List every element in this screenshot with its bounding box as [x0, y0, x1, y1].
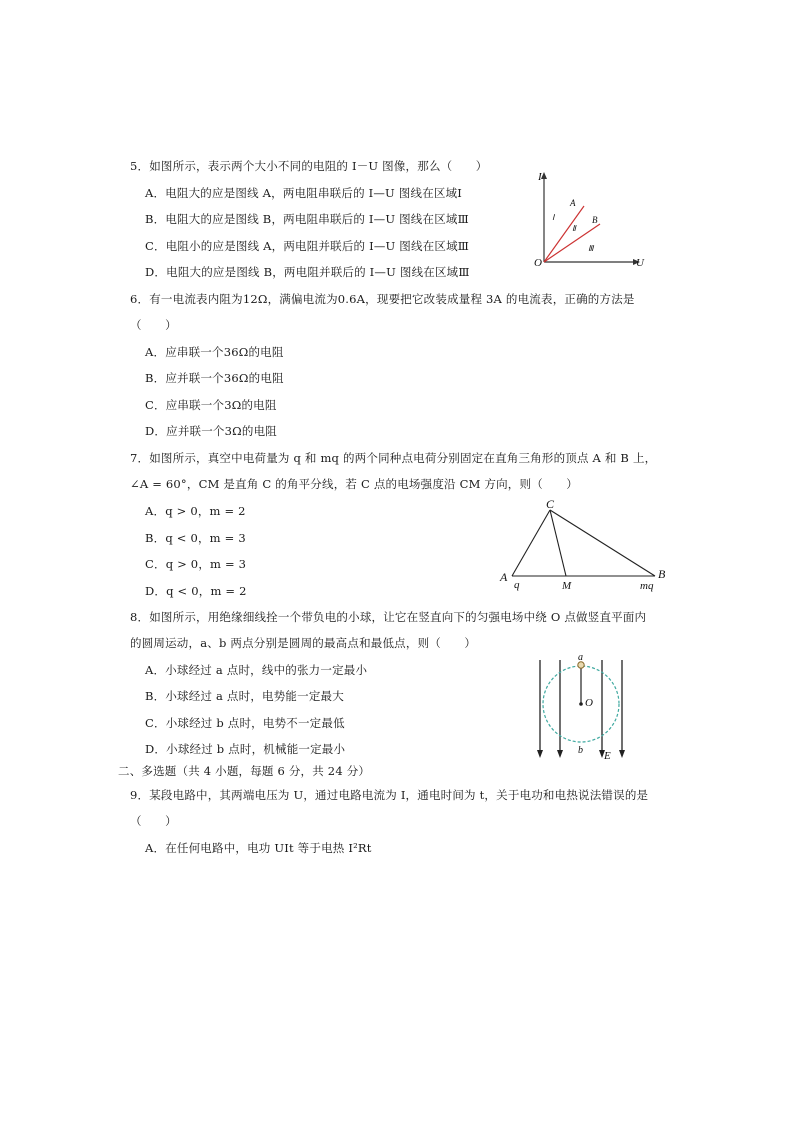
- q7-label-a: A: [500, 570, 508, 584]
- q7-stem: 7．如图所示，真空中电荷量为 q 和 mq 的两个同种点电荷分别固定在直角三角形的顶点 A 和 B 上，: [130, 451, 657, 465]
- q8-label-e: E: [604, 750, 611, 762]
- q5-label-i: I: [538, 171, 542, 183]
- q7-label-c: C: [546, 497, 555, 511]
- q8-center-point: [579, 702, 583, 706]
- q5-option-b: B．电阻大的应是图线 B，两电阻串联后的 I—U 图线在区域Ⅲ: [145, 212, 469, 226]
- q6-option-d: D．应并联一个3Ω的电阻: [145, 424, 277, 438]
- q7-bisector-cm: [550, 510, 566, 576]
- q8-option-c: C．小球经过 b 点时，电势不一定最低: [145, 716, 345, 730]
- q7-label-b: B: [658, 567, 666, 581]
- q9-option-a: A．在任何电路中，电功 UIt 等于电热 I²Rt: [145, 841, 372, 855]
- q7-option-a: A．q > 0，m = 2: [145, 504, 246, 518]
- q7-option-b: B．q < 0，m = 3: [145, 531, 246, 545]
- q6-option-b: B．应并联一个36Ω的电阻: [145, 371, 284, 385]
- q7-label-m: M: [562, 580, 572, 592]
- q6-option-c: C．应串联一个3Ω的电阻: [145, 398, 277, 412]
- q6-stem: 6．有一电流表内阻为12Ω，满偏电流为0.6A，现要把它改装成量程 3A 的电流表，正确的方法是: [130, 292, 635, 306]
- q5-region-3: Ⅲ: [588, 244, 594, 253]
- q8-field-arrow-4: [619, 750, 625, 758]
- q5-region-2: Ⅱ: [572, 224, 576, 233]
- q8-label-o: O: [585, 697, 593, 709]
- q7-side-cb: [550, 510, 655, 576]
- section-2-heading: 二、多选题（共 4 小题，每题 6 分，共 24 分）: [118, 764, 371, 778]
- q5-iu-graph: [528, 170, 658, 270]
- q8-label-a: a: [578, 652, 583, 663]
- q8-label-b: b: [578, 745, 583, 756]
- q8-field-figure: [530, 654, 640, 762]
- q9-bracket: （ ）: [130, 814, 177, 828]
- q6-bracket: （ ）: [130, 318, 177, 332]
- q8-option-a: A．小球经过 a 点时，线中的张力一定最小: [145, 663, 368, 677]
- q8-field-arrow-2: [557, 750, 563, 758]
- q8-field-arrow-1: [537, 750, 543, 758]
- q5-label-o: O: [534, 257, 542, 269]
- q5-y-arrow: [541, 172, 547, 179]
- q8-stem: 8．如图所示，用绝缘细线拴一个带负电的小球，让它在竖直向下的匀强电场中绕 O 点做竖直平面内: [130, 610, 647, 624]
- q7-side-ac: [512, 510, 550, 576]
- q5-option-d: D．电阻大的应是图线 B，两电阻并联后的 I—U 图线在区域Ⅲ: [145, 265, 470, 279]
- q5-option-a: A．电阻大的应是图线 A，两电阻串联后的 I—U 图线在区域Ⅰ: [145, 186, 463, 200]
- q9-stem: 9．某段电路中，其两端电压为 U，通过电路电流为 I，通电时间为 t，关于电功和电热说法错误的是: [130, 788, 649, 802]
- q7-option-d: D．q < 0，m = 2: [145, 584, 247, 598]
- q5-option-c: C．电阻小的应是图线 A，两电阻并联后的 I—U 图线在区域Ⅲ: [145, 239, 470, 253]
- q5-label-u: U: [636, 257, 644, 269]
- q8-option-d: D．小球经过 b 点时，机械能一定最小: [145, 742, 346, 756]
- q7-label-q: q: [514, 579, 520, 591]
- q5-region-1: Ⅰ: [552, 213, 555, 222]
- q8-stem-2: 的圆周运动，a、b 两点分别是圆周的最高点和最低点，则（ ）: [130, 636, 477, 650]
- q5-label-a: A: [570, 198, 576, 208]
- q7-triangle-figure: [500, 498, 675, 593]
- q7-option-c: C．q > 0，m = 3: [145, 557, 247, 571]
- q8-option-b: B．小球经过 a 点时，电势能一定最大: [145, 689, 344, 703]
- q7-stem-2: ∠A = 60°，CM 是直角 C 的角平分线，若 C 点的电场强度沿 CM 方向，则（ ）: [130, 477, 579, 491]
- q6-option-a: A．应串联一个36Ω的电阻: [145, 345, 284, 359]
- q5-label-b: B: [592, 215, 598, 225]
- q7-label-mq: mq: [640, 580, 654, 592]
- q5-line-a: [544, 206, 584, 262]
- q5-stem: 5．如图所示，表示两个大小不同的电阻的 I－U 图像，那么（ ）: [130, 159, 488, 173]
